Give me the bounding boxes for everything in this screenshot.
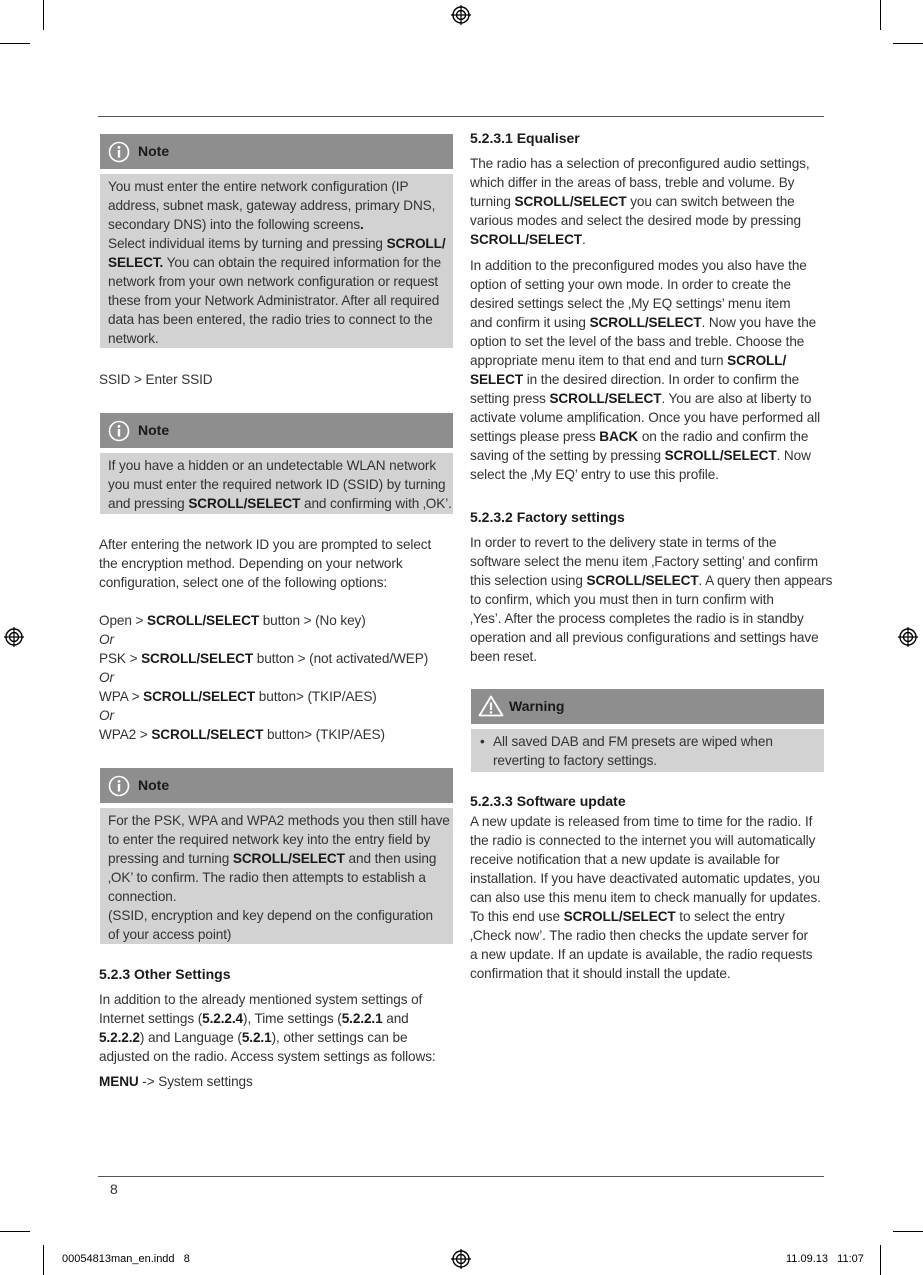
bold-text: SCROLL/SELECT [664,448,777,463]
text-run: ‚Yes’. After the process completes the radio is in standby [470,611,804,626]
bold-text: SCROLL/SELECT [151,727,264,742]
text-run: pressing and turning [108,851,233,866]
text-run: You must enter the entire network configuration (IP [108,179,409,194]
text-run: adjusted on the radio. Access system settings as follows: [99,1049,436,1064]
text-line [493,751,816,770]
text-run: If you have a hidden or an undetectable WLAN network [108,458,437,473]
bold-text: 5.2.2.1 [341,1011,383,1026]
text-line [470,446,826,465]
text-run: receive notification that a new update is available for [470,852,780,867]
bold-text: 5.2.2.4 [202,1011,244,1026]
text-line [99,1009,452,1028]
text-run: desired settings select the ‚My EQ settings’ menu item [470,296,791,311]
text-line [108,494,452,513]
text-run: In order to revert to the delivery state in terms of the [470,535,777,550]
text-line [470,609,826,628]
ssid-line [99,370,452,389]
text-run: Internet settings ( [99,1011,203,1026]
bold-text: 5.2.1 [241,1030,272,1045]
section-heading: 5.2.3.3 Software update [470,793,626,809]
footer-rule [98,1176,824,1177]
text-run: on the radio and confirm the [638,429,809,444]
text-run: select the ‚My EQ’ entry to use this profile. [470,467,719,482]
text-line [470,907,826,926]
bold-text: SCROLL/SELECT [232,851,345,866]
text-run: WPA > [99,689,144,704]
text-run: confirmation that it should install the update. [470,966,731,981]
text-run: to enter the required network key into the entry field by [108,832,431,847]
info-icon [108,420,130,442]
text-line [108,196,445,215]
text-run: Open > [99,613,148,628]
bold-text: SCROLL/SELECT [147,613,260,628]
text-run: this selection using [470,573,587,588]
text-line [470,294,826,313]
info-icon [108,775,130,797]
text-run: -> System settings [138,1074,253,1089]
text-run: to confirm, which you must then in turn confirm with [470,592,774,607]
note-title: Note [138,143,170,159]
text-line [108,849,445,868]
text-run: you can switch between the [626,194,795,209]
text-line [470,628,826,647]
crop-mark [880,0,881,30]
bold-text: SCROLL/SELECT [470,232,582,247]
crop-mark [880,1245,881,1275]
text-line [99,706,452,725]
header-rule [98,116,824,117]
warning-header [471,689,824,724]
text-line [470,831,826,850]
text-run: secondary DNS) into the following screens [108,217,361,232]
text-run: address, subnet mask, gateway address, primary DNS, [108,198,436,213]
bold-text: SCROLL/SELECT [143,689,256,704]
text-run: setting press [470,391,550,406]
text-run: a new update. If an update is available, the radio requests [470,947,813,962]
encryption-paragraph [99,535,452,592]
text-line [470,370,826,389]
bold-text: SELECT. [108,255,164,270]
bold-text: SCROLL/SELECT [549,391,662,406]
text-run: the encryption method. Depending on your network [99,556,403,571]
text-line [470,888,826,907]
text-run: can also use this menu item to check manually for updates. [470,890,821,905]
bold-text: SCROLL/SELECT [514,194,627,209]
text-line [108,253,445,272]
text-line [99,725,452,744]
text-line [108,811,450,830]
warning-icon [478,695,504,717]
section-heading: 5.2.3.1 Equaliser [470,130,580,146]
text-line [493,732,816,751]
warning-body [471,729,824,772]
text-line [470,850,826,869]
crop-mark [0,43,30,44]
text-line [99,1047,452,1066]
text-run: the radio is connected to the internet you will automatically [470,833,816,848]
bold-text: SCROLL/ [386,236,446,251]
bold-text: BACK [599,429,639,444]
crop-mark [43,1245,44,1275]
text-line [470,590,826,609]
text-line [108,310,445,329]
note-title: Note [138,422,170,438]
note-title: Note [138,777,170,793]
text-run: ), Time settings ( [243,1011,342,1026]
text-run: To this end use [470,909,564,924]
text-run: PSK > [99,651,142,666]
other-settings-paragraph [99,990,452,1066]
bold-text: SCROLL/SELECT [589,315,702,330]
text-line [470,173,826,192]
text-run: various modes and select the desired mode by pressing [470,213,801,228]
note-header [100,768,453,803]
text-run: option of setting your own mode. In order to create the [470,277,791,292]
text-run: network from your own network configuration or request [108,274,439,289]
text-run: . You are also at liberty to [661,391,812,406]
section-heading: 5.2.3.2 Factory settings [470,509,625,525]
warning-text [493,732,816,770]
text-line [108,475,445,494]
text-run: and [382,1011,409,1026]
text-line [99,1072,452,1091]
bold-text: SCROLL/SELECT [563,909,676,924]
text-run: turning [470,194,515,209]
bold-text: . [360,217,364,232]
text-run: operation and all previous configurations and settings have [470,630,819,645]
bold-text: SCROLL/ [727,353,787,368]
footer-date: 11.09.13 11:07 [786,1253,864,1265]
note-body [100,808,453,944]
text-line [470,571,833,590]
text-run: The radio has a selection of preconfigured audio settings, [470,156,810,171]
equaliser-paragraph [470,256,826,484]
text-run: ‚OK’ to confirm. The radio then attempts to establish a [108,870,426,885]
text-run: to select the entry [675,909,785,924]
text-run: reverting to factory settings. [493,753,657,768]
text-run: and pressing [108,496,189,511]
text-line [470,211,826,230]
text-line [470,256,826,275]
note-header [100,134,453,169]
text-line [470,533,826,552]
text-line [108,177,445,196]
text-line [470,945,826,964]
text-run: activate volume amplification. Once you have performed all [470,410,821,425]
text-line [470,427,826,446]
text-line [470,230,826,249]
bold-text: SELECT [470,372,524,387]
crop-mark [893,1231,923,1232]
text-run: these from your Network Administrator. After all required [108,293,440,308]
text-line [470,275,826,294]
note-body [100,453,453,514]
text-line [99,687,452,706]
text-line [99,611,452,630]
text-run: . [581,232,586,247]
text-run: option to set the level of the bass and treble. Choose the [470,334,805,349]
italic-text: Or [99,708,114,723]
text-run: connection. [108,889,177,904]
text-line [108,215,445,234]
text-line [470,647,826,666]
text-run: ‚Check now’. The radio then checks the update server for [470,928,808,943]
text-line [470,408,826,427]
text-line [470,154,826,173]
text-run: software select the menu item ‚Factory setting’ and confirm [470,554,818,569]
crop-mark [0,1231,30,1232]
text-run: button> (TKIP/AES) [263,727,385,742]
text-line [99,573,452,592]
registration-mark-icon [898,627,918,647]
text-line [470,389,826,408]
text-line [470,812,826,831]
text-run: ), other settings can be [271,1030,408,1045]
text-line [99,668,452,687]
text-line [470,465,826,484]
text-line [108,272,445,291]
italic-text: Or [99,670,114,685]
text-run: In addition to the already mentioned system settings of [99,992,423,1007]
text-run: network. [108,331,159,346]
text-run: . Now [776,448,811,463]
text-run: (SSID, encryption and key depend on the configuration [108,908,433,923]
text-line [108,887,445,906]
warning-title: Warning [509,698,565,714]
text-run: appropriate menu item to that end and turn [470,353,728,368]
text-run: SSID > Enter SSID [99,372,213,387]
text-line [99,554,452,573]
text-line [99,630,452,649]
text-run: data has been entered, the radio tries to connect to the [108,312,433,327]
bold-text: SCROLL/SELECT [141,651,254,666]
text-line [470,332,826,351]
text-line [470,869,826,888]
text-run: ) and Language ( [139,1030,242,1045]
text-run: of your access point) [108,927,232,942]
bold-text: SCROLL/SELECT [586,573,699,588]
bullet: • [480,734,485,749]
software-paragraph [470,812,826,983]
text-run: saving of the setting by pressing [470,448,665,463]
text-run: which differ in the areas of bass, treble and volume. By [470,175,795,190]
text-run: . A query then appears [698,573,833,588]
text-line [470,313,826,332]
text-run: A new update is released from time to time for the radio. If [470,814,813,829]
text-line [470,964,826,983]
info-icon [108,141,130,163]
text-run: In addition to the preconfigured modes you also have the [470,258,807,273]
crop-mark [43,0,44,30]
menu-line [99,1072,452,1091]
text-line [108,456,445,475]
text-line [99,990,452,1009]
text-run: After entering the network ID you are prompted to select [99,537,432,552]
text-line [108,830,445,849]
text-run: been reset. [470,649,537,664]
text-line [470,192,826,211]
text-run: All saved DAB and FM presets are wiped when [493,734,773,749]
footer-file: 00054813man_en.indd 8 [62,1253,190,1265]
text-run: installation. If you have deactivated automatic updates, you [470,871,820,886]
text-run: configuration, select one of the following options: [99,575,388,590]
text-run: and confirm it using [470,315,590,330]
text-line [470,351,826,370]
text-line [108,234,445,253]
text-line [99,1028,452,1047]
note-header [100,413,453,448]
text-line [108,291,445,310]
registration-mark-icon [451,1249,471,1269]
registration-mark-icon [451,5,471,25]
italic-text: Or [99,632,114,647]
factory-paragraph [470,533,833,666]
text-run: in the desired direction. In order to confirm the [523,372,800,387]
text-line [99,535,452,554]
text-run: WPA2 > [99,727,152,742]
text-line [108,329,445,348]
text-run: Select individual items by turning and pressing [108,236,387,251]
text-run: and confirming with ‚OK’. [300,496,452,511]
registration-mark-icon [4,627,24,647]
bold-text: 5.2.2.2 [99,1030,140,1045]
encryption-options [99,611,452,744]
text-run: settings please press [470,429,600,444]
text-line [470,926,826,945]
text-line [108,906,445,925]
text-line [99,649,452,668]
note-body [100,174,453,348]
text-line [108,925,445,944]
text-run: button > (not activated/WEP) [253,651,429,666]
text-run: You can obtain the required information for the [163,255,442,270]
bold-text: SCROLL/SELECT [188,496,301,511]
text-run: button> (TKIP/AES) [255,689,377,704]
text-run: you must enter the required network ID (SSID) by turning [108,477,446,492]
page-number: 8 [110,1181,118,1197]
text-run: . Now you have the [701,315,817,330]
text-line [108,868,445,887]
text-line [99,370,452,389]
bold-text: MENU [99,1074,139,1089]
text-run: button > (No key) [259,613,366,628]
crop-mark [893,43,923,44]
equaliser-paragraph [470,154,826,249]
section-heading: 5.2.3 Other Settings [99,966,231,982]
text-run: For the PSK, WPA and WPA2 methods you then still have [108,813,450,828]
text-line [470,552,826,571]
text-run: and then using [344,851,437,866]
